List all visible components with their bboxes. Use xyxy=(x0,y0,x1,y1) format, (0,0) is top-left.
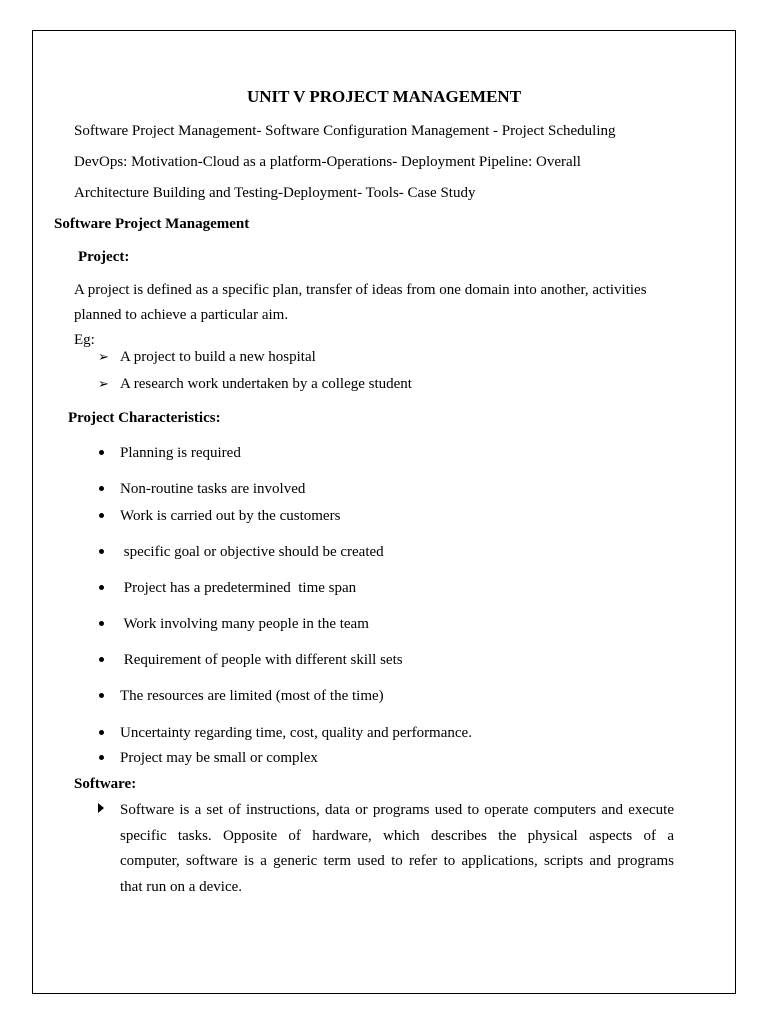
project-definition-line: A project is defined as a specific plan, transfer of ideas from one domain into another, activities xyxy=(74,282,647,298)
characteristic-item: Uncertainty regarding time, cost, quality and performance. xyxy=(120,725,472,741)
characteristic-item: Non-routine tasks are involved xyxy=(120,481,306,497)
arrow-bullet-icon: ➢ xyxy=(98,376,109,391)
project-heading: Project: xyxy=(78,249,130,265)
characteristic-item: Work involving many people in the team xyxy=(120,616,369,632)
bullet-dot-icon xyxy=(99,585,104,590)
characteristic-item: Project may be small or complex xyxy=(120,750,318,766)
example-item: A research work undertaken by a college student xyxy=(120,376,412,392)
characteristic-item: specific goal or objective should be created xyxy=(120,544,384,560)
section-heading: Software Project Management xyxy=(54,216,250,232)
software-heading: Software: xyxy=(74,776,137,792)
software-description-line: specific tasks. Opposite of hardware, which describes the physical aspects of a xyxy=(120,827,674,844)
characteristic-item: Project has a predetermined time span xyxy=(120,580,357,596)
page-title: UNIT V PROJECT MANAGEMENT xyxy=(246,87,522,106)
triangle-bullet-icon xyxy=(98,803,104,813)
software-description-line: that run on a device. xyxy=(120,878,243,895)
bullet-dot-icon xyxy=(99,450,104,455)
software-description xyxy=(120,798,674,900)
bullet-dot-icon xyxy=(99,621,104,626)
software-description-line: Software is a set of instructions, data or programs used to operate computers and execute xyxy=(120,802,674,818)
characteristic-item: Work is carried out by the customers xyxy=(120,508,341,524)
syllabus-line: Architecture Building and Testing-Deployment- Tools- Case Study xyxy=(74,185,476,201)
bullet-dot-icon xyxy=(99,657,104,662)
syllabus-line: DevOps: Motivation-Cloud as a platform-Operations- Deployment Pipeline: Overall xyxy=(74,154,581,170)
arrow-bullet-icon: ➢ xyxy=(98,349,109,364)
eg-label: Eg: xyxy=(74,332,95,348)
bullet-dot-icon xyxy=(99,755,104,760)
bullet-dot-icon xyxy=(99,693,104,698)
project-definition-line: planned to achieve a particular aim. xyxy=(74,307,289,323)
characteristic-item: Planning is required xyxy=(120,445,241,461)
characteristic-item: Requirement of people with different skill sets xyxy=(120,652,403,668)
characteristic-item: The resources are limited (most of the time) xyxy=(120,688,384,704)
bullet-dot-icon xyxy=(99,513,104,518)
bullet-dot-icon xyxy=(99,486,104,491)
example-item: A project to build a new hospital xyxy=(120,349,316,365)
bullet-dot-icon xyxy=(99,730,104,735)
characteristics-heading: Project Characteristics: xyxy=(68,410,221,426)
software-description-line: computer, software is a generic term used to refer to applications, scripts and programs xyxy=(120,853,674,869)
bullet-dot-icon xyxy=(99,549,104,554)
syllabus-line: Software Project Management- Software Configuration Management - Project Scheduling xyxy=(74,123,616,139)
